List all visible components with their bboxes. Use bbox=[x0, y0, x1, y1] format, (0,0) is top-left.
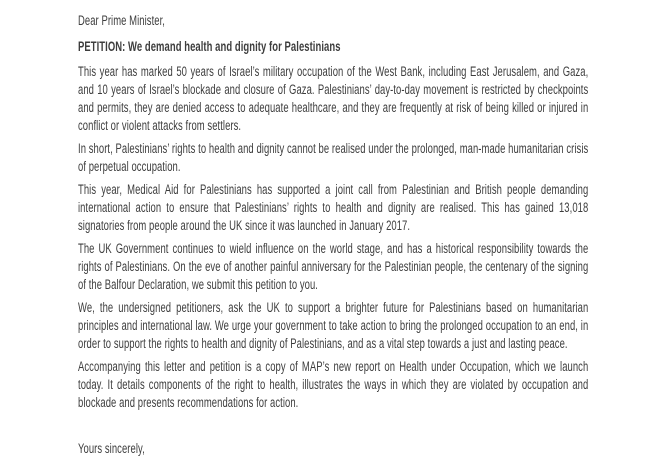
letter-body bbox=[78, 12, 588, 463]
paragraph-accompanying-report: Accompanying this letter and petition is a copy of MAP’s new report on Health under Occupation, which we launch today. It details components of the right to health, illustrates the ways in which they are violated by occupation and blockade and presents recommendations for action. bbox=[78, 359, 589, 410]
letter-closing: Yours sincerely, bbox=[78, 441, 145, 456]
paragraph-joint-call-signatories: This year, Medical Aid for Palestinians has supported a joint call from Palestinian and British people demanding international action to ensure that Palestinians’ rights to health and dignity are realised. This has gained 13,018 signatories from people around the UK since it was launched in January 2017. bbox=[78, 182, 589, 233]
petition-subject-line: PETITION: We demand health and dignity for Palestinians bbox=[78, 39, 341, 54]
paragraph-petitioners-request: We, the undersigned petitioners, ask the UK to support a brighter future for Palestinians based on humanitarian principles and international law. We urge your government to take action to bring the prolonged occupation to an end, in order to support the rights to health and dignity of Palestinians, and as a vital step towards a just and lasting peace. bbox=[78, 300, 589, 351]
paragraph-occupation-overview: This year has marked 50 years of Israel’s military occupation of the West Bank, including East Jerusalem, and Gaza, and 10 years of Israel’s blockade and closure of Gaza. Palestinians’ day-to-day movement is restricted by checkpoints and permits, they are denied access to adequate healthcare, and they are frequently at risk of being killed or injured in conflict or violent attacks from settlers. bbox=[78, 64, 589, 133]
paragraph-rights-summary: In short, Palestinians’ rights to health and dignity cannot be realised under the prolonged, man-made humanitarian crisis of perpetual occupation. bbox=[78, 141, 589, 174]
letter-salutation: Dear Prime Minister, bbox=[78, 13, 165, 28]
paragraph-uk-government-responsibility: The UK Government continues to wield influence on the world stage, and has a historical responsibility towards the rights of Palestinians. On the eve of another painful anniversary for the Palestinian people, the centenary of the signing of the Balfour Declaration, we submit this petition to you. bbox=[78, 241, 589, 292]
